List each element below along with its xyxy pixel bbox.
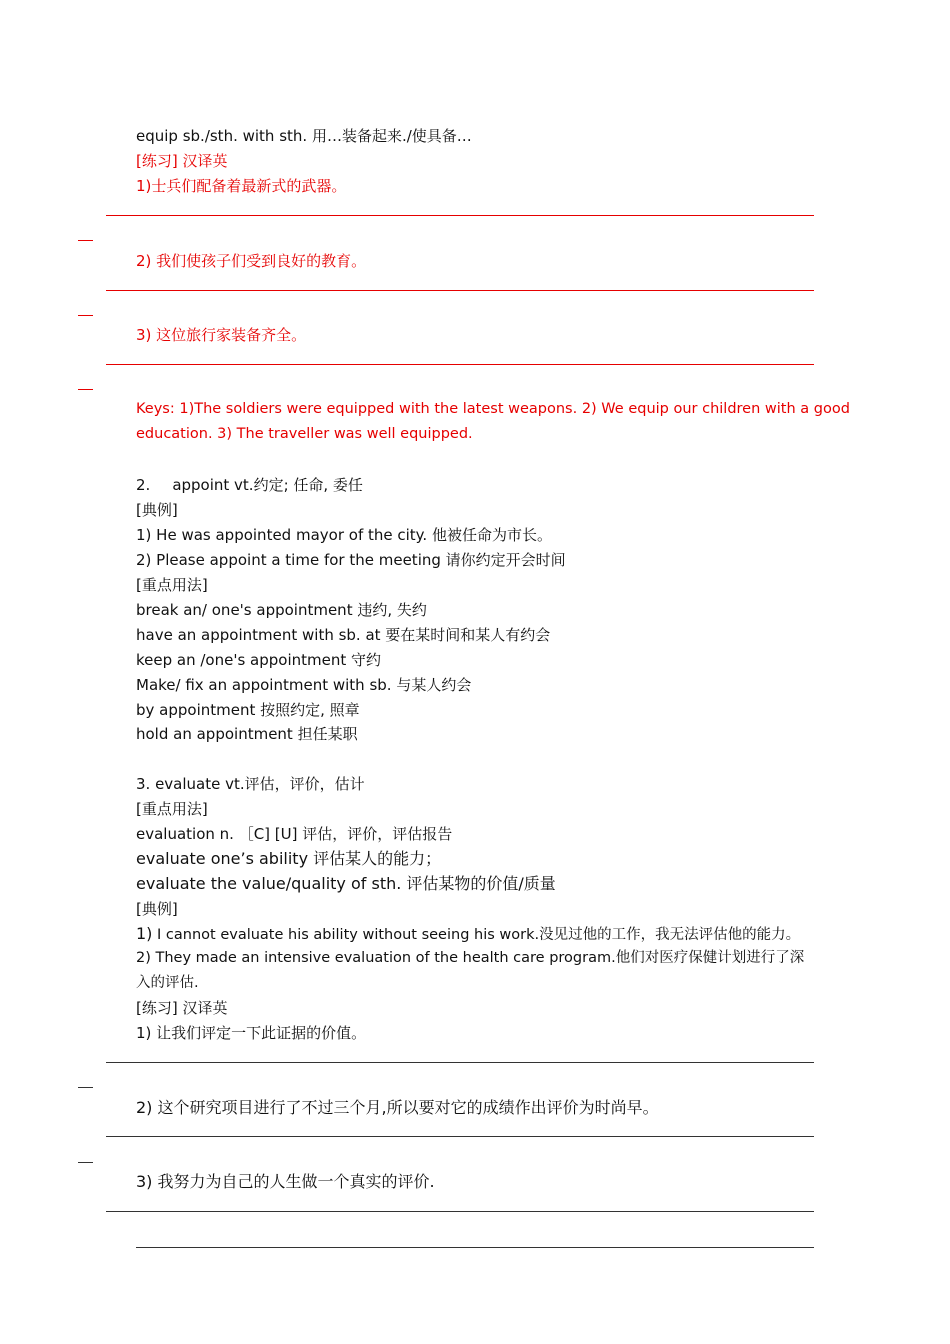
appoint-usage-header: [重点用法] [136,576,208,594]
evaluate-question-1: 1) 让我们评定一下此证据的价值。 [136,1024,367,1042]
practice-question-2: 2) 我们使孩子们受到良好的教育。 [136,252,367,270]
appoint-usage-item: by appointment 按照约定, 照章 [136,701,360,719]
appoint-number: 2. [136,476,151,494]
evaluate-heading: 3. evaluate vt.评估，评价，估计 [136,775,365,793]
appoint-heading [136,475,363,495]
evaluate-answer-line-1[interactable] [106,1062,814,1063]
practice-question-3: 3) 这位旅行家装备齐全。 [136,326,307,344]
evaluate-practice-header: [练习] 汉译英 [136,999,228,1017]
answer-line-3[interactable] [106,364,814,365]
answer-line-3-tail [78,389,93,390]
evaluate-usage-1: evaluation n. ［C] [U] 评估，评价，评估报告 [136,825,453,843]
appoint-title: appoint vt.约定; 任命, 委任 [172,476,363,494]
evaluate-usage-3: evaluate the value/quality of sth. 评估某物的价值/质量 [136,874,556,893]
evaluate-example-1-text: I cannot evaluate his ability without seeing his work.没见过他的工作，我无法评估他的能力。 [157,927,801,943]
answer-line-2[interactable] [106,290,814,291]
appoint-usage-item: Make/ fix an appointment with sb. 与某人约会 [136,676,472,694]
evaluate-example-1 [136,924,800,945]
appoint-example-1: 1) He was appointed mayor of the city. 他被任命为市长。 [136,526,552,544]
evaluate-example-1-number: 1) [136,924,153,943]
practice-header-1: [练习] 汉译英 [136,152,228,170]
equip-usage: equip sb./sth. with sth. 用…装备起来./使具备… [136,127,472,145]
answer-keys-line-1: Keys: 1)The soldiers were equipped with the latest weapons. 2) We equip our children with a good [136,401,850,417]
practice-question-1: 1)士兵们配备着最新式的武器。 [136,177,347,195]
answer-line-1[interactable] [106,215,814,216]
appoint-examples-header: [典例] [136,501,178,519]
evaluate-answer-line-2[interactable] [106,1136,814,1137]
answer-line-1-tail [78,240,93,241]
appoint-example-2: 2) Please appoint a time for the meeting 请你约定开会时间 [136,551,566,569]
evaluate-answer-line-4[interactable] [136,1247,814,1248]
evaluate-question-2: 2) 这个研究项目进行了不过三个月,所以要对它的成绩作出评价为时尚早。 [136,1098,659,1117]
evaluate-answer-line-1-tail [78,1087,93,1088]
answer-keys-line-2: education. 3) The traveller was well equipped. [136,426,473,442]
evaluate-example-2: 2) They made an intensive evaluation of the health care program.他们对医疗保健计划进行了深入的评估. [136,950,805,991]
evaluate-usage-2: evaluate one’s ability 评估某人的能力； [136,849,442,868]
evaluate-question-3: 3) 我努力为自己的人生做一个真实的评价. [136,1172,435,1191]
evaluate-answer-line-2-tail [78,1162,93,1163]
appoint-usage-item: break an/ one's appointment 违约, 失约 [136,601,427,619]
evaluate-answer-line-3[interactable] [106,1211,814,1212]
answer-line-2-tail [78,315,93,316]
appoint-usage-item: keep an /one's appointment 守约 [136,651,382,669]
evaluate-examples-header: [典例] [136,900,178,918]
appoint-usage-item: hold an appointment 担任某职 [136,725,358,743]
evaluate-usage-header: [重点用法] [136,800,208,818]
appoint-usage-item: have an appointment with sb. at 要在某时间和某人有约会 [136,626,551,644]
